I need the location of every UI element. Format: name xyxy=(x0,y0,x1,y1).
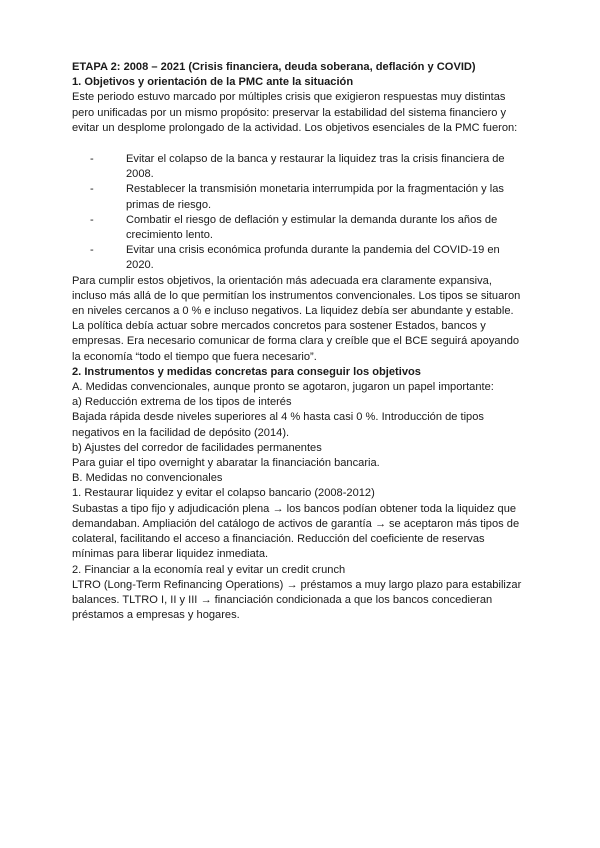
nonconventional-1-title: 1. Restaurar liquidez y evitar el colapso bancario (2008-2012) xyxy=(72,487,375,500)
bullet-dash: - xyxy=(90,213,94,226)
section-1-closing: Para cumplir estos objetivos, la orientación más adecuada era claramente expansiva, incluso más allá de lo que permitían los instrumentos convencionales. Los tipos se situaron en niveles cercanos a 0 % e incluso negativos. La liquidez debía ser abundante y estable. La política debía actuar sobre mercados concretos para sostener Estados, bancos y empresas. Era necesario comunicar de forma clara y creíble que el BCE seguirá apoyando la economía “todo el tiempo que fuera necesario”. xyxy=(72,274,521,363)
conventional-a-text: Bajada rápida desde niveles superiores al 4 % hasta casi 0 %. Introducción de tipos negativos en la facilidad de depósito (2014). xyxy=(72,411,484,439)
list-item-text: Evitar el colapso de la banca y restaurar la liquidez tras la crisis financiera de 2008. xyxy=(126,153,505,181)
objectives-list xyxy=(72,152,528,274)
list-item-text: Restablecer la transmisión monetaria interrumpida por la fragmentación y las primas de riesgo. xyxy=(126,183,504,211)
conventional-b-title: b) Ajustes del corredor de facilidades permanentes xyxy=(72,441,322,454)
section-2-heading: 2. Instrumentos y medidas concretas para conseguir los objetivos xyxy=(72,365,421,378)
section-1-intro: Este periodo estuvo marcado por múltiples crisis que exigieron respuestas muy distintas pero unificadas por un mismo propósito: preservar la estabilidad del sistema financiero y evitar un desplome prolongado de la actividad. Los objetivos esenciales de la PMC fueron: xyxy=(72,91,518,134)
list-item-text: Combatir el riesgo de deflación y estimular la demanda durante los años de crecimiento lento. xyxy=(126,213,498,242)
list-item-text: Evitar una crisis económica profunda durante la pandemia del COVID-19 en 2020. xyxy=(126,244,500,272)
section-1-heading: 1. Objetivos y orientación de la PMC ante la situación xyxy=(72,76,354,89)
nonconventional-measures-intro: B. Medidas no convencionales xyxy=(72,472,223,485)
document-title: ETAPA 2: 2008 – 2021 (Crisis financiera, deuda soberana, deflación y COVID) xyxy=(72,61,476,73)
nonconventional-1-text: Subastas a tipo fijo y adjudicación plena → los bancos podían obtener toda la liquidez que demandaban. Ampliación del catálogo de activos de garantía → se aceptaron más tipos de colateral, facilitando el acceso a financiación. Reducción del coeficiente de reservas mínimas para liberar liquidez inmediata. xyxy=(72,502,520,561)
list-item xyxy=(90,152,528,182)
bullet-dash: - xyxy=(90,153,94,166)
conventional-measures-intro: A. Medidas convencionales, aunque pronto se agotaron, jugaron un papel importante: xyxy=(72,381,494,394)
conventional-a-title: a) Reducción extrema de los tipos de interés xyxy=(72,396,292,409)
list-item xyxy=(90,182,528,212)
conventional-b-text: Para guiar el tipo overnight y abaratar la financiación bancaria. xyxy=(72,457,380,470)
bullet-dash: - xyxy=(90,244,94,257)
nonconventional-2-text: LTRO (Long-Term Refinancing Operations) → préstamos a muy largo plazo para estabilizar balances. TLTRO I, II y III → financiación condicionada a que los bancos concedieran préstamos a empresas y hogares. xyxy=(72,578,522,622)
list-item xyxy=(90,213,528,243)
nonconventional-2-title: 2. Financiar a la economía real y evitar un credit crunch xyxy=(72,563,346,576)
bullet-dash: - xyxy=(90,183,94,196)
list-item xyxy=(90,243,528,273)
